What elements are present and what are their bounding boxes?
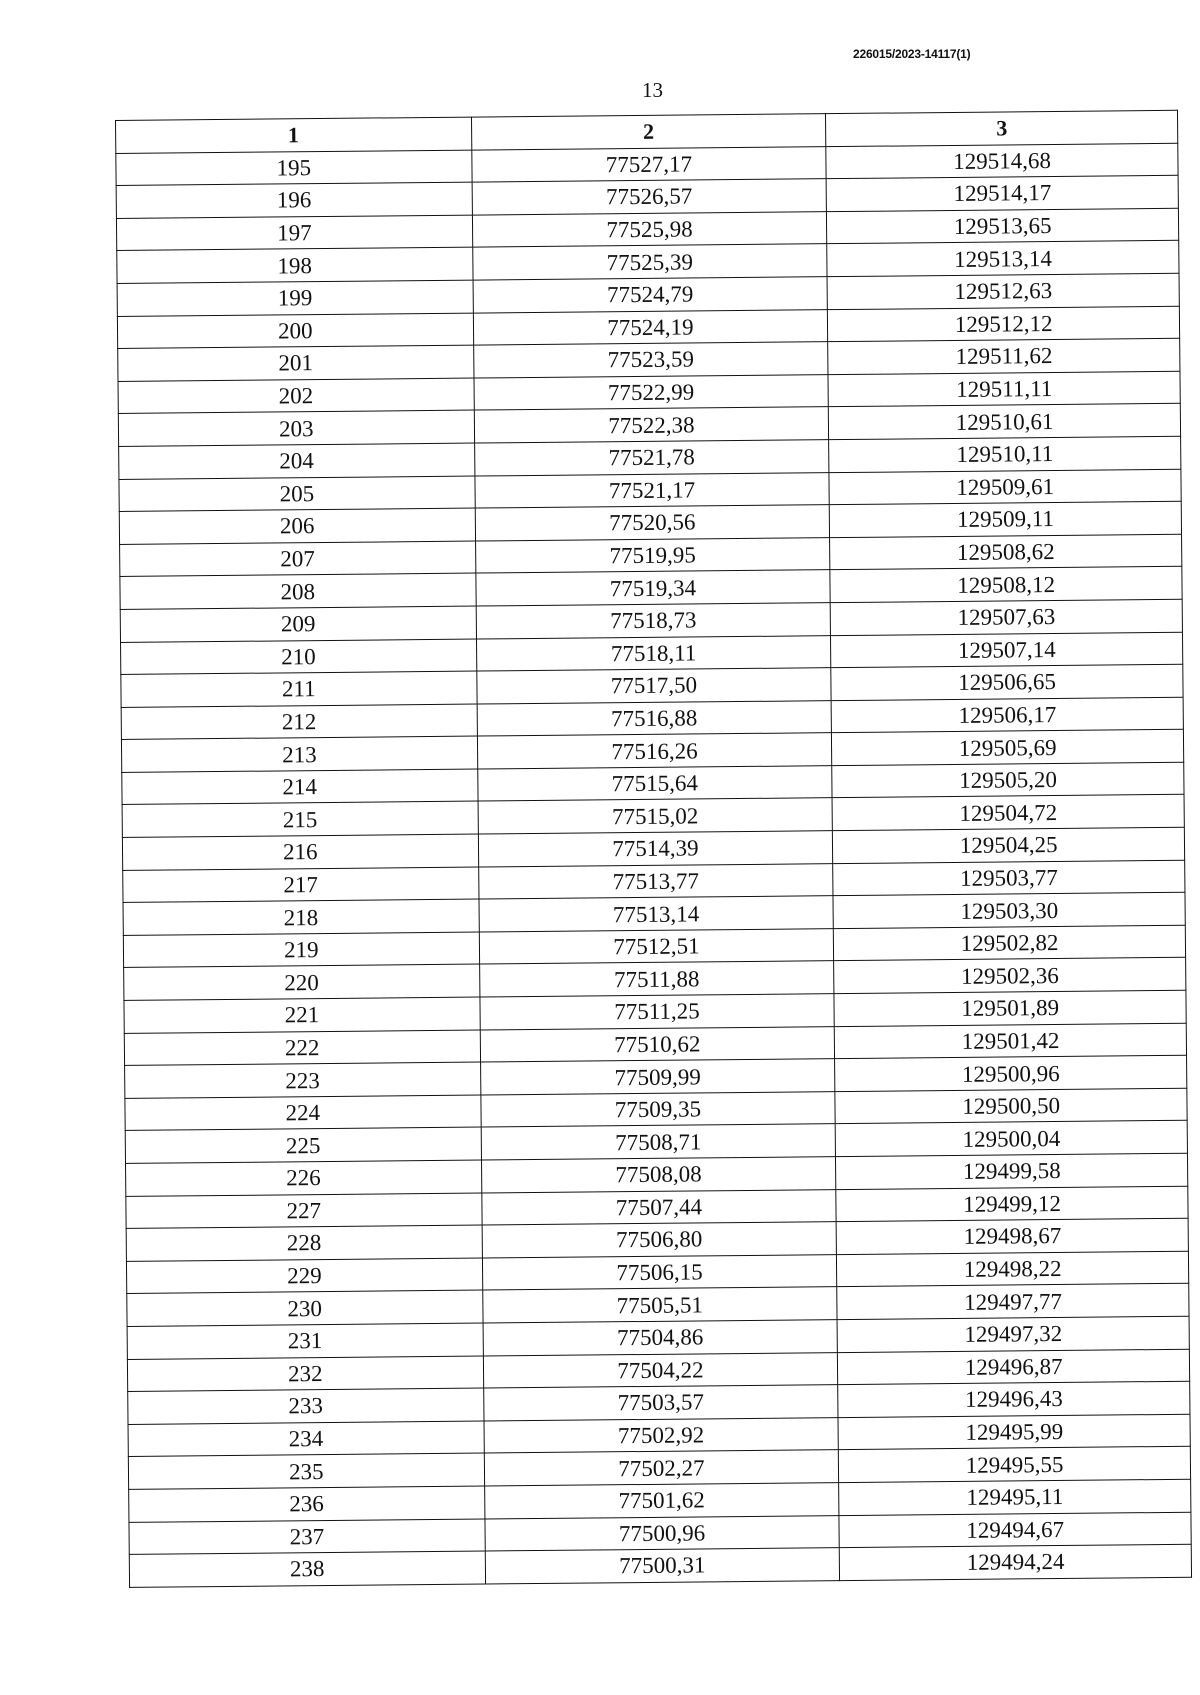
x-coordinate-cell: 77511,25 <box>480 994 835 1030</box>
y-coordinate-cell: 129510,61 <box>829 404 1181 440</box>
point-number-cell: 221 <box>124 997 480 1033</box>
x-coordinate-cell: 77517,50 <box>476 668 831 704</box>
x-coordinate-cell: 77503,57 <box>483 1385 838 1421</box>
x-coordinate-cell: 77509,35 <box>480 1091 835 1127</box>
x-coordinate-cell: 77523,59 <box>473 342 828 378</box>
y-coordinate-cell: 129503,77 <box>833 860 1185 896</box>
y-coordinate-cell: 129502,82 <box>834 925 1186 961</box>
x-coordinate-cell: 77513,77 <box>478 863 833 899</box>
y-coordinate-cell: 129513,65 <box>827 208 1179 244</box>
x-coordinate-cell: 77513,14 <box>479 896 834 932</box>
point-number-cell: 231 <box>127 1323 483 1359</box>
x-coordinate-cell: 77502,27 <box>484 1450 839 1486</box>
x-coordinate-cell: 77504,86 <box>483 1320 838 1356</box>
document-id: 226015/2023-14117(1) <box>853 47 971 61</box>
y-coordinate-cell: 129511,62 <box>828 338 1180 374</box>
y-coordinate-cell: 129497,77 <box>837 1284 1189 1320</box>
y-coordinate-cell: 129498,67 <box>836 1218 1188 1254</box>
x-coordinate-cell: 77522,38 <box>474 407 829 443</box>
point-number-cell: 227 <box>126 1193 482 1229</box>
column-header-2: 2 <box>471 114 826 150</box>
point-number-cell: 232 <box>127 1356 483 1392</box>
point-number-cell: 235 <box>128 1453 484 1489</box>
point-number-cell: 207 <box>120 541 476 577</box>
y-coordinate-cell: 129505,20 <box>832 762 1184 798</box>
y-coordinate-cell: 129504,25 <box>833 827 1185 863</box>
x-coordinate-cell: 77520,56 <box>475 505 830 541</box>
y-coordinate-cell: 129503,30 <box>833 893 1185 929</box>
x-coordinate-cell: 77510,62 <box>480 1026 835 1062</box>
x-coordinate-cell: 77526,57 <box>472 179 827 215</box>
y-coordinate-cell: 129514,68 <box>826 143 1178 179</box>
point-number-cell: 238 <box>129 1551 485 1587</box>
x-coordinate-cell: 77515,64 <box>477 766 832 802</box>
y-coordinate-cell: 129501,42 <box>835 1023 1187 1059</box>
point-number-cell: 209 <box>120 606 476 642</box>
point-number-cell: 195 <box>116 150 472 186</box>
x-coordinate-cell: 77518,11 <box>476 635 831 671</box>
y-coordinate-cell: 129513,14 <box>827 241 1179 277</box>
point-number-cell: 229 <box>126 1258 482 1294</box>
point-number-cell: 215 <box>122 802 478 838</box>
y-coordinate-cell: 129495,11 <box>839 1479 1191 1515</box>
point-number-cell: 200 <box>117 313 473 349</box>
point-number-cell: 236 <box>129 1486 485 1522</box>
y-coordinate-cell: 129507,14 <box>831 632 1183 668</box>
point-number-cell: 226 <box>126 1160 482 1196</box>
y-coordinate-cell: 129508,12 <box>830 567 1182 603</box>
y-coordinate-cell: 129505,69 <box>832 730 1184 766</box>
y-coordinate-cell: 129507,63 <box>830 599 1182 635</box>
point-number-cell: 217 <box>123 867 479 903</box>
point-number-cell: 196 <box>116 182 472 218</box>
y-coordinate-cell: 129506,17 <box>831 697 1183 733</box>
y-coordinate-cell: 129498,22 <box>837 1251 1189 1287</box>
y-coordinate-cell: 129512,12 <box>828 306 1180 342</box>
x-coordinate-cell: 77508,08 <box>481 1157 836 1193</box>
point-number-cell: 230 <box>127 1290 483 1326</box>
x-coordinate-cell: 77502,92 <box>484 1417 839 1453</box>
x-coordinate-cell: 77508,71 <box>481 1124 836 1160</box>
point-number-cell: 204 <box>119 443 475 479</box>
x-coordinate-cell: 77521,17 <box>475 472 830 508</box>
y-coordinate-cell: 129501,89 <box>834 990 1186 1026</box>
point-number-cell: 237 <box>129 1519 485 1555</box>
point-number-cell: 224 <box>125 1095 481 1131</box>
x-coordinate-cell: 77514,39 <box>478 831 833 867</box>
x-coordinate-cell: 77524,79 <box>473 277 828 313</box>
y-coordinate-cell: 129496,43 <box>838 1381 1190 1417</box>
point-number-cell: 208 <box>120 573 476 609</box>
y-coordinate-cell: 129495,99 <box>838 1414 1190 1450</box>
x-coordinate-cell: 77500,96 <box>485 1515 840 1551</box>
point-number-cell: 203 <box>118 410 474 446</box>
point-number-cell: 213 <box>121 736 477 772</box>
y-coordinate-cell: 129509,11 <box>830 501 1182 537</box>
point-number-cell: 222 <box>124 1030 480 1066</box>
point-number-cell: 202 <box>118 378 474 414</box>
point-number-cell: 210 <box>121 639 477 675</box>
point-number-cell: 233 <box>128 1388 484 1424</box>
point-number-cell: 211 <box>121 671 477 707</box>
point-number-cell: 197 <box>116 215 472 251</box>
x-coordinate-cell: 77506,80 <box>482 1222 837 1258</box>
y-coordinate-cell: 129502,36 <box>834 958 1186 994</box>
y-coordinate-cell: 129509,61 <box>829 469 1181 505</box>
point-number-cell: 220 <box>124 964 480 1000</box>
x-coordinate-cell: 77506,15 <box>482 1254 837 1290</box>
point-number-cell: 206 <box>119 508 475 544</box>
x-coordinate-cell: 77509,99 <box>480 1059 835 1095</box>
page-number: 13 <box>642 78 663 102</box>
x-coordinate-cell: 77525,39 <box>472 244 827 280</box>
x-coordinate-cell: 77504,22 <box>483 1352 838 1388</box>
point-number-cell: 228 <box>126 1225 482 1261</box>
point-number-cell: 219 <box>123 932 479 968</box>
x-coordinate-cell: 77500,31 <box>485 1548 840 1584</box>
y-coordinate-cell: 129511,11 <box>828 371 1180 407</box>
x-coordinate-cell: 77511,88 <box>479 961 834 997</box>
x-coordinate-cell: 77505,51 <box>482 1287 837 1323</box>
y-coordinate-cell: 129499,12 <box>836 1186 1188 1222</box>
x-coordinate-cell: 77527,17 <box>471 146 826 182</box>
x-coordinate-cell: 77524,19 <box>473 309 828 345</box>
x-coordinate-cell: 77518,73 <box>476 603 831 639</box>
y-coordinate-cell: 129499,58 <box>836 1153 1188 1189</box>
x-coordinate-cell: 77512,51 <box>479 928 834 964</box>
point-number-cell: 225 <box>125 1127 481 1163</box>
point-number-cell: 212 <box>121 704 477 740</box>
x-coordinate-cell: 77507,44 <box>481 1189 836 1225</box>
x-coordinate-cell: 77516,26 <box>477 733 832 769</box>
y-coordinate-cell: 129496,87 <box>838 1349 1190 1385</box>
x-coordinate-cell: 77501,62 <box>484 1483 839 1519</box>
y-coordinate-cell: 129500,50 <box>835 1088 1187 1124</box>
point-number-cell: 205 <box>119 476 475 512</box>
point-number-cell: 234 <box>128 1421 484 1457</box>
point-number-cell: 214 <box>122 769 478 805</box>
x-coordinate-cell: 77515,02 <box>478 798 833 834</box>
y-coordinate-cell: 129504,72 <box>832 795 1184 831</box>
point-number-cell: 199 <box>117 280 473 316</box>
point-number-cell: 216 <box>122 834 478 870</box>
y-coordinate-cell: 129494,24 <box>840 1544 1192 1580</box>
y-coordinate-cell: 129494,67 <box>839 1512 1191 1548</box>
point-number-cell: 218 <box>123 899 479 935</box>
x-coordinate-cell: 77519,95 <box>475 537 830 573</box>
x-coordinate-cell: 77519,34 <box>475 570 830 606</box>
y-coordinate-cell: 129500,04 <box>835 1121 1187 1157</box>
point-number-cell: 223 <box>125 1062 481 1098</box>
x-coordinate-cell: 77525,98 <box>472 211 827 247</box>
y-coordinate-cell: 129512,63 <box>827 273 1179 309</box>
x-coordinate-cell: 77516,88 <box>477 700 832 736</box>
coordinates-table <box>115 110 1192 1588</box>
column-header-3: 3 <box>826 110 1178 146</box>
y-coordinate-cell: 129497,32 <box>837 1316 1189 1352</box>
point-number-cell: 198 <box>117 247 473 283</box>
x-coordinate-cell: 77521,78 <box>474 440 829 476</box>
y-coordinate-cell: 129514,17 <box>826 175 1178 211</box>
y-coordinate-cell: 129510,11 <box>829 436 1181 472</box>
x-coordinate-cell: 77522,99 <box>474 374 829 410</box>
y-coordinate-cell: 129500,96 <box>835 1055 1187 1091</box>
y-coordinate-cell: 129495,55 <box>839 1447 1191 1483</box>
column-header-1: 1 <box>116 117 472 153</box>
table-body <box>116 143 1192 1587</box>
y-coordinate-cell: 129508,62 <box>830 534 1182 570</box>
point-number-cell: 201 <box>118 345 474 381</box>
y-coordinate-cell: 129506,65 <box>831 664 1183 700</box>
